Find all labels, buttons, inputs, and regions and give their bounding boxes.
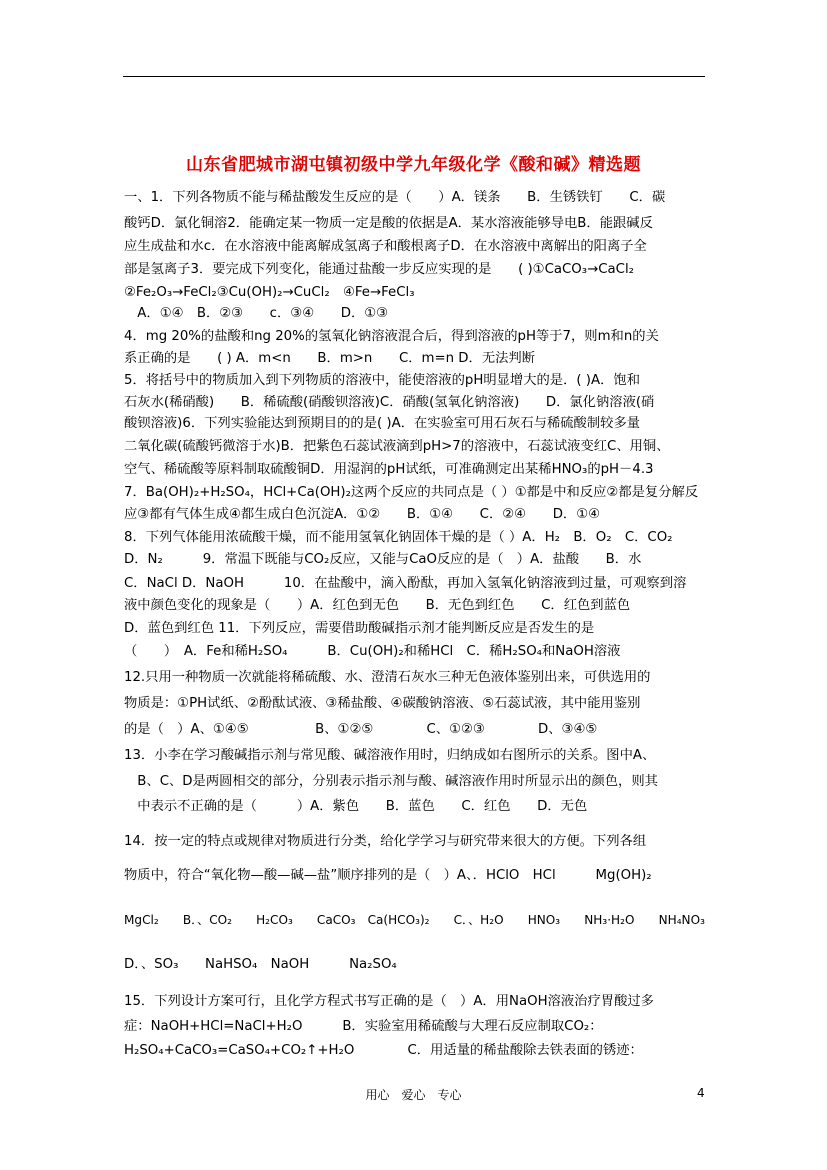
text-line: MgCl₂ B．、CO₂ H₂CO₃ CaCO₃ Ca(HCO₃)₂ C．、H₂O HNO₃ NH₃·H₂O NH₄NO₃ xyxy=(124,913,705,927)
text-line: D．N₂ 9．常温下既能与CO₂反应，又能与CaO反应的是（ ）A．盐酸 B．水 xyxy=(124,552,642,567)
text-line: 一、1．下列各物质不能与稀盐酸发生反应的是（ ）A．镁条 B．生锈铁钉 C．碳 xyxy=(124,190,666,205)
page-number: 4 xyxy=(697,1086,705,1100)
text-line: 酸钙D．氯化铜溶2．能确定某一物质一定是酸的依据是A．某水溶液能够导电B．能跟碱反 xyxy=(124,216,653,231)
text-line: 应③都有气体生成④都生成白色沉淀A．①② B．①④ C．②④ D．①④ xyxy=(124,507,601,522)
text-line: 空气、稀硫酸等原料制取硫酸铜D．用湿润的pH试纸，可准确测定出某稀HNO₃的pH－4.3 xyxy=(124,462,654,477)
text-line: 二氧化碳(硫酸钙微溶于水)B．把紫色石蕊试液滴到pH>7的溶液中，石蕊试液变红C、用铜、 xyxy=(124,439,670,454)
text-line: 5．将括号中的物质加入到下列物质的溶液中，能使溶液的pH明显增大的是．( )A．饱和 xyxy=(124,373,640,388)
text-line: 15．下列设计方案可行，且化学方程式书写正确的是（ ）A．用NaOH溶液治疗胃酸过多 xyxy=(124,994,654,1009)
text-line: 8．下列气体能用浓硫酸干燥，而不能用氢氧化钠固体干燥的是（ ）A．H₂ B．O₂ C．CO₂ xyxy=(124,530,673,545)
text-line: 13．小李在学习酸碱指示剂与常见酸、碱溶液作用时，归纳成如右图所示的关系。图中A、 xyxy=(124,748,656,763)
text-line: 液中颜色变化的现象是（ ）A．红色到无色 B．无色到红色 C．红色到蓝色 xyxy=(124,598,631,613)
text-line: 物质是：①PH试纸、②酚酞试液、③稀盐酸、④碳酸钠溶液、⑤石蕊试液，其中能用鉴别 xyxy=(124,696,641,711)
text-line: C．NaCl D．NaOH 10．在盐酸中，滴入酚酞，再加入氢氧化钠溶液到过量，可观察到溶 xyxy=(124,576,687,591)
text-line: B、C、D是两圆相交的部分，分别表示指示剂与酸、碱溶液作用时所显示出的颜色，则其 xyxy=(124,774,658,789)
document-title: 山东省肥城市湖屯镇初级中学九年级化学《酸和碱》精选题 xyxy=(186,155,641,175)
text-line: 12.只用一种物质一次就能将稀硫酸、水、澄清石灰水三种无色液体鉴别出来，可供选用的 xyxy=(124,670,651,685)
header-rule xyxy=(123,76,705,77)
text-line: A．①④ B．②③ c．③④ D．①③ xyxy=(124,306,389,321)
text-line: 4．mg 20%的盐酸和ng 20%的氢氧化钠溶液混合后，得到溶液的pH等于7，则m和n的关 xyxy=(124,329,659,344)
page-footer: 用心 爱心 专心 xyxy=(365,1088,462,1102)
text-line: 物质中，符合“氧化物—酸—碱—盐”顺序排列的是（ ）A、．HClO HCl Mg(OH)₂ xyxy=(124,868,652,883)
text-line: D．蓝色到红色 11．下列反应，需要借助酸碱指示剂才能判断反应是否发生的是 xyxy=(124,621,595,636)
text-line: 14．按一定的特点或规律对物质进行分类，给化学学习与研究带来很大的方便。下列各组 xyxy=(124,834,647,849)
text-line: 症：NaOH+HCl=NaCl+H₂O B．实验室用稀硫酸与大理石反应制取CO₂： xyxy=(124,1019,603,1034)
text-line: 石灰水(稀硝酸) B．稀硫酸(硝酸钡溶液)C．硝酸(氢氧化钠溶液) D．氯化钠溶液(硝 xyxy=(124,395,655,410)
text-line: 7．Ba(OH)₂+H₂SO₄，HCl+Ca(OH)₂这两个反应的共同点是（ ）①都是中和反应②都是复分解反 xyxy=(124,485,699,500)
text-line: （ ） A．Fe和稀H₂SO₄ B．Cu(OH)₂和稀HCl C．稀H₂SO₄和NaOH溶液 xyxy=(124,644,621,659)
text-line: 应生成盐和水c．在水溶液中能离解成氢离子和酸根离子D．在水溶液中离解出的阳离子全 xyxy=(124,239,647,254)
text-line: D．、SO₃ NaHSO₄ NaOH Na₂SO₄ xyxy=(124,957,397,972)
text-line: 部是氢离子3．要完成下列变化，能通过盐酸一步反应实现的是 ( )①CaCO₃→CaCl₂ xyxy=(124,262,634,277)
text-line: 酸钡溶液)6．下列实验能达到预期目的的是( )A．在实验室可用石灰石与稀硫酸制较多量 xyxy=(124,416,641,431)
text-line: H₂SO₄+CaCO₃=CaSO₄+CO₂↑+H₂O C．用适量的稀盐酸除去铁表面的锈迹： xyxy=(124,1043,643,1058)
text-line: 系正确的是 ( ) A．m<n B．m>n C．m=n D．无法判断 xyxy=(124,351,536,366)
text-line: 的是（ ）A、①④⑤ B、①②⑤ C、①②③ D、③④⑤ xyxy=(124,722,598,737)
text-line: ②Fe₂O₃→FeCl₂③Cu(OH)₂→CuCl₂ ④Fe→FeCl₃ xyxy=(124,285,415,300)
text-line: 中表示不正确的是（ ）A．紫色 B．蓝色 C．红色 D．无色 xyxy=(124,799,588,814)
